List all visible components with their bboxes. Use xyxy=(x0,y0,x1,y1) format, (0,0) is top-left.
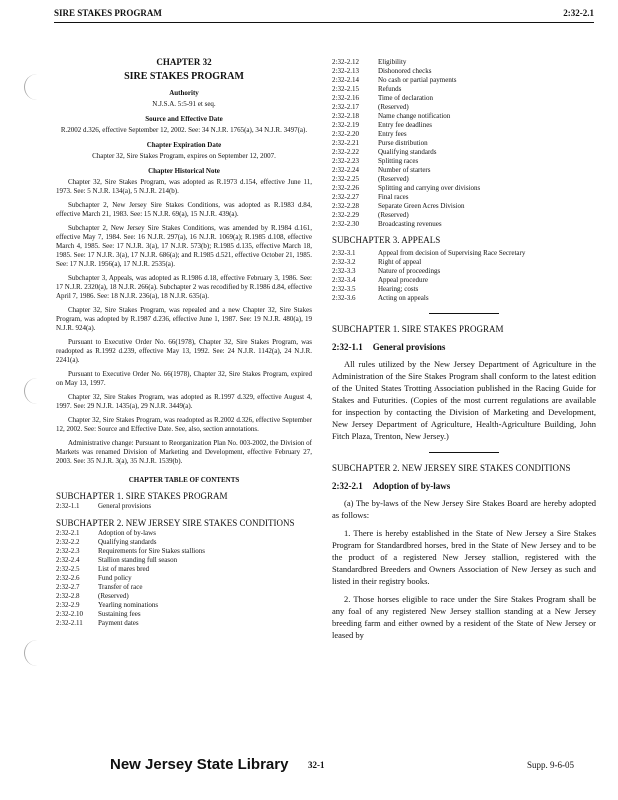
punch-hole-mark xyxy=(24,378,39,404)
toc-entry-title: Splitting races xyxy=(378,157,419,165)
chapter-number: CHAPTER 32 xyxy=(156,57,212,67)
toc-entry-number: 2:32-2.20 xyxy=(332,130,360,138)
toc-entry-number: 2:32-2.19 xyxy=(332,121,360,129)
toc-entry-number: 2:32-2.11 xyxy=(56,619,83,627)
running-header xyxy=(54,8,594,23)
toc-entry xyxy=(332,121,596,130)
toc-entry xyxy=(332,193,596,202)
toc-entry xyxy=(332,267,596,276)
toc-entry xyxy=(332,249,596,258)
toc-entry-title: Transfer of race xyxy=(98,583,143,591)
expiration-text: Chapter 32, Sire Stakes Program, expires on September 12, 2007. xyxy=(92,152,276,160)
toc-entry-number: 2:32-2.9 xyxy=(56,601,80,609)
toc-list xyxy=(56,502,312,511)
toc-entry xyxy=(332,139,596,148)
toc-entry-number: 2:32-1.1 xyxy=(56,502,80,510)
subchapter-1-heading: SUBCHAPTER 1. SIRE STAKES PROGRAM xyxy=(332,324,504,334)
toc-entry xyxy=(332,157,596,166)
toc-entry xyxy=(332,258,596,267)
source-text: R.2002 d.326, effective September 12, 2002. See: 34 N.J.R. 1765(a), 34 N.J.R. 3497(a). xyxy=(60,126,308,134)
toc-heading: CHAPTER TABLE OF CONTENTS xyxy=(128,476,240,484)
authority-text: N.J.S.A. 5:5-91 et seq. xyxy=(152,100,216,108)
toc-entry-number: 2:32-2.26 xyxy=(332,184,360,192)
source-heading: Source and Effective Date xyxy=(145,115,223,123)
toc-entry-title: Eligibility xyxy=(378,58,407,66)
toc-entry xyxy=(332,67,596,76)
toc-entry-number: 2:32-2.21 xyxy=(332,139,360,147)
toc-entry-number: 2:32-2.22 xyxy=(332,148,360,156)
toc-entry xyxy=(56,556,312,565)
history-note: Pursuant to Executive Order No. 66(1978), Chapter 32, Sire Stakes Program, expired on May 13, 1997. xyxy=(56,370,312,387)
section-title: General provisions xyxy=(372,342,446,352)
history-note: Subchapter 2, New Jersey Sire Stakes Conditions, was adopted as R.1983 d.84, effective March 21, 1983. See: 15 N.J.R. 69(a), 15 N.J.R. 439(a). xyxy=(56,201,312,218)
toc-entry-number: 2:32-2.28 xyxy=(332,202,360,210)
toc-entry xyxy=(332,276,596,285)
toc-entry-title: Appeal from decision of Supervising Race Secretary xyxy=(378,249,526,257)
toc-entry-number: 2:32-2.4 xyxy=(56,556,80,564)
toc-entry-title: Refunds xyxy=(378,85,402,93)
toc-entry xyxy=(332,202,596,211)
toc-entry xyxy=(332,148,596,157)
toc-entry-number: 2:32-3.6 xyxy=(332,294,356,302)
expiration-heading: Chapter Expiration Date xyxy=(146,141,222,149)
toc-entry-title: Broadcasting revenues xyxy=(378,220,442,228)
toc-entry-number: 2:32-2.5 xyxy=(56,565,80,573)
toc-entry xyxy=(332,112,596,121)
library-watermark: New Jersey State Library xyxy=(110,756,289,773)
toc-list xyxy=(332,249,596,303)
toc-entry-number: 2:32-2.6 xyxy=(56,574,80,582)
toc-entry xyxy=(332,94,596,103)
page-footer xyxy=(110,756,594,780)
toc-entry-title: Number of starters xyxy=(378,166,431,174)
toc-entry xyxy=(56,583,312,592)
toc-entry-title: Name change notification xyxy=(378,112,451,120)
toc-entry-title: Adoption of by-laws xyxy=(98,529,156,537)
toc-entry-number: 2:32-2.7 xyxy=(56,583,80,591)
toc-entry-number: 2:32-2.16 xyxy=(332,94,360,102)
toc-entry xyxy=(332,58,596,67)
section-body: 2. Those horses eligible to race under the Sire Stakes Program shall be any foal of any registered New Jersey stallion standing at a New Jersey breeding farm and either owned by a resident of the State of New Jersey or leased by xyxy=(332,594,596,640)
toc-entry-title: (Reserved) xyxy=(378,103,409,111)
history-note: Subchapter 2, New Jersey Sire Stakes Conditions, was amended by R.1984 d.161, effective May 7, 1984. See: 16 N.J.R. 297(a), 16 N.J.R. 1069(a); R.1985 d.108, effective March 4, 1985. See: 17 N.J.R. 3(a), 17 N.J.R. 573(b); R.1985 d.135, effective March 18, 1985. See: 17 N.J.R. 3(a), 17 N.J.R. 686(a); and R.1985 d.521, effective October 21, 1985. See: 17 N.J.R. 1956(a), 17 N.J.R. 2535(a). xyxy=(56,224,312,268)
toc-entry-title: General provisions xyxy=(98,502,152,510)
section-body: All rules utilized by the New Jersey Department of Agriculture in the Administration of the Sire Stakes Program shall conform to the latest edition of the United States Trotting Association published in the Racing Guide for Stakes and Futurities. (Copies of the most current regulations are available for inspection by contacting the Division of Marketing and Development, New Jersey Department of Agriculture, Health-Agriculture Building, John Fitch Plaza, Trenton, New Jersey.) xyxy=(332,359,596,441)
toc-entry-title: Appeal procedure xyxy=(378,276,428,284)
toc-entry-number: 2:32-2.8 xyxy=(56,592,80,600)
divider xyxy=(429,452,499,453)
subchapter-2-heading: SUBCHAPTER 2. NEW JERSEY SIRE STAKES CONDITIONS xyxy=(332,463,571,473)
toc-entry-title: No cash or partial payments xyxy=(378,76,457,84)
toc-entry-number: 2:32-2.29 xyxy=(332,211,360,219)
toc-entry-number: 2:32-2.30 xyxy=(332,220,360,228)
section-body: (a) The by-laws of the New Jersey Sire Stakes Board are hereby adopted as follows: xyxy=(332,498,596,520)
toc-entry xyxy=(56,601,312,610)
toc-entry-title: Payment dates xyxy=(98,619,139,627)
toc-entry-title: Hearing; costs xyxy=(378,285,419,293)
toc-entry-title: Requirements for Sire Stakes stallions xyxy=(98,547,205,555)
toc-entry-number: 2:32-3.4 xyxy=(332,276,356,284)
history-note: Chapter 32, Sire Stakes Program, was repealed and a new Chapter 32, Sire Stakes Program, was adopted by R.1987 d.236, effective June 1, 1987. See: 19 N.J.R. 480(a), 19 N.J.R. 924(a). xyxy=(56,306,312,332)
left-column xyxy=(56,58,312,628)
history-note: Administrative change: Pursuant to Reorganization Plan No. 003-2002, the Division of Markets was renamed Division of Marketing and Development, effective February 27, 2003. See: 35 N.J.R. 3(a), 35 N.J.R. 1539(b). xyxy=(56,439,312,465)
toc-entry-title: (Reserved) xyxy=(98,592,129,600)
toc-entry xyxy=(332,166,596,175)
toc-entry xyxy=(56,574,312,583)
toc-entry xyxy=(332,184,596,193)
toc-entry xyxy=(332,211,596,220)
toc-entry-number: 2:32-2.3 xyxy=(56,547,80,555)
toc-entry xyxy=(56,502,312,511)
toc-entry-title: Qualifying standards xyxy=(98,538,157,546)
toc-entry-title: Purse distribution xyxy=(378,139,428,147)
header-title: SIRE STAKES PROGRAM xyxy=(54,8,162,18)
supplement-date: Supp. 9-6-05 xyxy=(527,760,574,770)
toc-subchapter-1: SUBCHAPTER 1. SIRE STAKES PROGRAM xyxy=(56,491,228,501)
toc-entry-title: Time of declaration xyxy=(378,94,433,102)
toc-entry-number: 2:32-2.24 xyxy=(332,166,360,174)
toc-subchapter-2: SUBCHAPTER 2. NEW JERSEY SIRE STAKES CONDITIONS xyxy=(56,518,295,528)
toc-entry-number: 2:32-2.27 xyxy=(332,193,360,201)
toc-entry xyxy=(56,538,312,547)
toc-entry-number: 2:32-2.15 xyxy=(332,85,360,93)
toc-entry xyxy=(56,565,312,574)
history-note: Chapter 32, Sire Stakes Program, was adopted as R.1997 d.329, effective August 4, 1997. See: 29 N.J.R. 1435(a), 29 N.J.R. 3449(a). xyxy=(56,393,312,410)
toc-entry-number: 2:32-2.23 xyxy=(332,157,360,165)
chapter-title: SIRE STAKES PROGRAM xyxy=(124,71,244,82)
history-note: Subchapter 3, Appeals, was adopted as R.1986 d.18, effective February 3, 1986. See: 17 N.J.R. 2320(a), 18 N.J.R. 266(a). Subchapter 2 was recodified by R.1986 d.84, effective April 7, 1986. See: 18 N.J.R. 236(a), 18 N.J.R. 635(a). xyxy=(56,274,312,300)
authority-heading: Authority xyxy=(169,89,199,97)
section-heading xyxy=(332,343,596,352)
toc-entry-number: 2:32-3.2 xyxy=(332,258,356,266)
toc-entry-number: 2:32-2.12 xyxy=(332,58,360,66)
toc-entry-number: 2:32-3.3 xyxy=(332,267,356,275)
toc-entry-title: (Reserved) xyxy=(378,175,409,183)
toc-entry xyxy=(332,294,596,303)
toc-entry-title: Fund policy xyxy=(98,574,132,582)
toc-entry xyxy=(332,175,596,184)
toc-entry xyxy=(56,610,312,619)
history-note: Chapter 32, Sire Stakes Program, was readopted as R.2002 d.326, effective September 12, 2002. See: Source and Effective Date. See, also, section annotations. xyxy=(56,416,312,433)
section-heading xyxy=(332,482,596,491)
toc-entry-number: 2:32-2.13 xyxy=(332,67,360,75)
toc-entry-title: Sustaining fees xyxy=(98,610,141,618)
toc-entry-title: Acting on appeals xyxy=(378,294,429,302)
toc-entry-title: List of mares bred xyxy=(98,565,150,573)
divider xyxy=(429,313,499,314)
history-note: Pursuant to Executive Order No. 66(1978), Chapter 32, Sire Stakes Program, was readopted as R.1992 d.239, effective May 13, 1992. See: 24 N.J.R. 1142(a), 24 N.J.R. 2241(a). xyxy=(56,338,312,364)
punch-hole-mark xyxy=(24,640,39,666)
toc-entry-number: 2:32-2.1 xyxy=(56,529,80,537)
section-number: 2:32-1.1 xyxy=(332,342,363,352)
toc-entry xyxy=(56,529,312,538)
toc-entry-number: 2:32-3.1 xyxy=(332,249,356,257)
toc-entry xyxy=(56,592,312,601)
toc-entry-number: 2:32-2.25 xyxy=(332,175,360,183)
header-section: 2:32-2.1 xyxy=(563,8,594,18)
toc-entry xyxy=(332,85,596,94)
toc-entry-title: Entry fees xyxy=(378,130,407,138)
toc-entry-title: Separate Green Acres Division xyxy=(378,202,465,210)
toc-entry xyxy=(56,619,312,628)
toc-entry-number: 2:32-2.17 xyxy=(332,103,360,111)
section-number: 2:32-2.1 xyxy=(332,481,363,491)
toc-entry-title: Stallion standing full season xyxy=(98,556,178,564)
section-title: Adoption of by-laws xyxy=(372,481,451,491)
toc-entry-number: 2:32-2.10 xyxy=(56,610,84,618)
history-heading: Chapter Historical Note xyxy=(148,167,220,175)
history-note: Chapter 32, Sire Stakes Program, was adopted as R.1973 d.154, effective June 11, 1973. See: 5 N.J.R. 134(a), 5 N.J.R. 214(b). xyxy=(56,178,312,195)
toc-list xyxy=(332,58,596,229)
right-column xyxy=(332,58,596,647)
toc-entry xyxy=(332,130,596,139)
punch-hole-mark xyxy=(24,74,39,100)
toc-entry-number: 2:32-3.5 xyxy=(332,285,356,293)
page-number: 32-1 xyxy=(308,760,325,770)
toc-entry-title: Entry fee deadlines xyxy=(378,121,433,129)
toc-entry xyxy=(332,76,596,85)
toc-entry-title: Right of appeal xyxy=(378,258,422,266)
toc-entry xyxy=(56,547,312,556)
toc-list xyxy=(56,529,312,628)
toc-entry-number: 2:32-2.18 xyxy=(332,112,360,120)
toc-entry-number: 2:32-2.2 xyxy=(56,538,80,546)
toc-entry-title: Nature of proceedings xyxy=(378,267,441,275)
toc-entry xyxy=(332,220,596,229)
toc-subchapter-3: SUBCHAPTER 3. APPEALS xyxy=(332,235,441,245)
toc-entry-number: 2:32-2.14 xyxy=(332,76,360,84)
toc-entry-title: Final races xyxy=(378,193,409,201)
toc-entry xyxy=(332,285,596,294)
toc-entry-title: Splitting and carrying over divisions xyxy=(378,184,481,192)
section-body: 1. There is hereby established in the State of New Jersey a Sire Stakes Program for Standardbred horses, bred in the State of New Jersey and to be the product of a registered New Jersey stallion, registered with the Standardbred Breeders and Owners Association of New Jersey as such and listed in their registry books. xyxy=(332,528,596,586)
toc-entry-title: Yearling nominations xyxy=(98,601,159,609)
toc-entry-title: Qualifying standards xyxy=(378,148,437,156)
toc-entry-title: Dishonored checks xyxy=(378,67,432,75)
toc-entry-title: (Reserved) xyxy=(378,211,409,219)
toc-entry xyxy=(332,103,596,112)
